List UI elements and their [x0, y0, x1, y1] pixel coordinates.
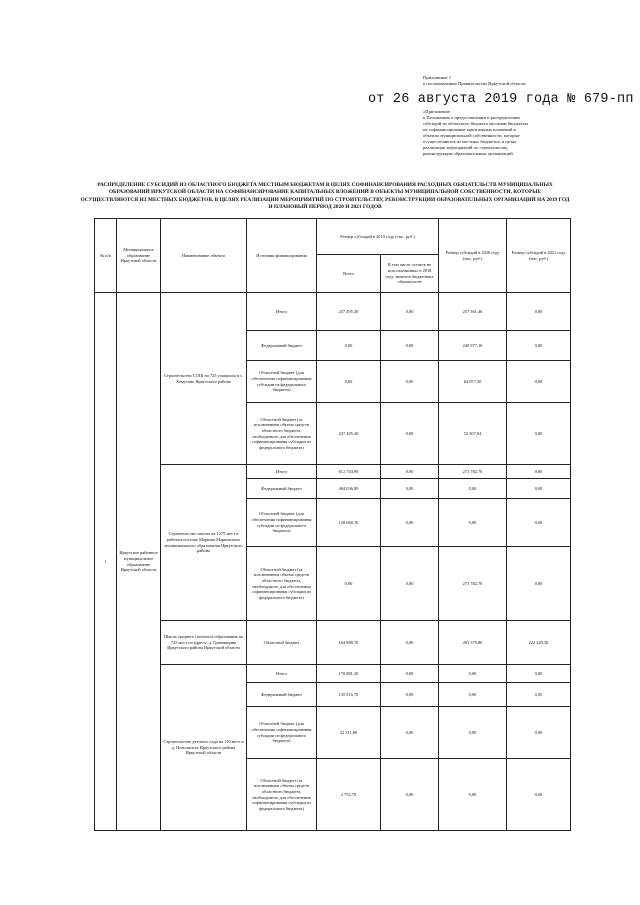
appendix-line: реализации мероприятий по строительству, — [423, 145, 509, 150]
y2020-cell: 265 579,80 — [439, 621, 507, 665]
source-cell: Областной бюджет (для обеспечения софинансирования субсидии из федерального бюджета) — [247, 361, 317, 403]
header-total: Всего — [317, 255, 381, 293]
y2020-cell: 0,00 — [439, 707, 507, 759]
y2021-cell: 0,00 — [507, 759, 571, 831]
total-cell: 237 495,30 — [317, 293, 381, 331]
source-cell: Областной бюджет (для обеспечения софинансирования субсидии из федерального бюджета) — [247, 707, 317, 759]
y2021-cell: 0,00 — [507, 293, 571, 331]
unused-cell: 0,00 — [381, 403, 439, 465]
unused-cell: 0,00 — [381, 479, 439, 499]
appendix-label: Приложение 1 — [423, 75, 452, 80]
y2020-cell: 0,00 — [439, 665, 507, 683]
y2020-cell: 273 782,70 — [439, 547, 507, 621]
source-cell: Областной бюджет (за исключением объема средств областного бюджета, необходимого для обеспечения софинансирования субсидии из федерального бюджета) — [247, 403, 317, 465]
object-name: Школа среднего (полного) образования на 725 мест по адресу: д. Грановщина Иркутского района Иркутской области — [161, 621, 247, 665]
header-municipality: Муниципальное образование Иркутской области — [117, 219, 161, 293]
unused-cell: 0,00 — [381, 759, 439, 831]
header-2020: Размер субсидий в 2020 году (тыс. руб.) — [439, 219, 507, 293]
y2020-cell: 64 057,30 — [439, 361, 507, 403]
unused-cell: 0,00 — [381, 465, 439, 479]
total-cell: 32 311,80 — [317, 707, 381, 759]
header-source: Источник финансирования — [247, 219, 317, 293]
y2021-cell: 0,00 — [507, 403, 571, 465]
unused-cell: 0,00 — [381, 665, 439, 683]
source-cell: Областной бюджет (для обеспечения софинансирования субсидии из федерального бюджета) — [247, 499, 317, 547]
y2020-cell: 0,00 — [439, 759, 507, 831]
table-row — [95, 465, 571, 479]
header-unused: В том числе остаток не использованных в 2018 году лимитов бюджетных обязательств — [381, 255, 439, 293]
y2021-cell: 0,00 — [507, 331, 571, 361]
source-cell: Областной бюджет — [247, 621, 317, 665]
appendix-ref: к постановлению Правительства Иркутской области — [423, 81, 526, 86]
y2020-cell: 257 361,46 — [439, 293, 507, 331]
y2021-cell: 0,00 — [507, 499, 571, 547]
y2020-cell: 273 782,70 — [439, 465, 507, 479]
appendix-line: осуществляются из местных бюджетов, в целях — [423, 139, 517, 144]
unused-cell: 0,00 — [381, 499, 439, 547]
unused-cell: 0,00 — [381, 293, 439, 331]
total-cell: 170 881,20 — [317, 665, 381, 683]
object-name: Строительство СОШ на 725 учащихся в с. Хомутово Иркутского района — [161, 293, 247, 465]
y2020-cell: 240 977,10 — [439, 331, 507, 361]
y2020-cell: 0,00 — [439, 683, 507, 707]
y2021-cell: 0,00 — [507, 465, 571, 479]
municipality-cell: Иркутское районное муниципальное образование Иркутской области — [117, 293, 161, 831]
total-cell: 612 704,90 — [317, 465, 381, 479]
y2021-cell: 0,00 — [507, 683, 571, 707]
total-cell: 135 816,70 — [317, 683, 381, 707]
source-cell: Итого — [247, 293, 317, 331]
total-cell: 484 036,80 — [317, 479, 381, 499]
source-cell: Федеральный бюджет — [247, 683, 317, 707]
total-cell: 237 495,30 — [317, 403, 381, 465]
object-name: Строительство детского сада на 110 мест в д. Новолисиха Иркутского района Иркутской области — [161, 665, 247, 831]
subsidy-table — [94, 218, 571, 831]
object-name: Строительство школы на 1275 мест в рабочем поселке Маркова Марковского муниципального образования Иркутского района — [161, 465, 247, 621]
unused-cell: 0,00 — [381, 707, 439, 759]
row-number: 1 — [95, 293, 117, 831]
total-cell: 0,00 — [317, 331, 381, 361]
total-cell: 2 752,70 — [317, 759, 381, 831]
total-cell: 0,00 — [317, 361, 381, 403]
appendix-line: реконструкции образовательных организаций — [423, 151, 513, 156]
y2021-cell: 222 220,30 — [507, 621, 571, 665]
y2020-cell: 52 307,04 — [439, 403, 507, 465]
y2021-cell: 0,00 — [507, 361, 571, 403]
unused-cell: 0,00 — [381, 621, 439, 665]
unused-cell: 0,00 — [381, 683, 439, 707]
y2021-cell: 0,00 — [507, 707, 571, 759]
header-2019: Размер субсидий в 2019 году (тыс. руб.) — [317, 219, 439, 255]
decree-date-stamp: от 26 августа 2019 года № 679-пп — [368, 92, 634, 107]
appendix-line: к Положению о предоставлении и распределении — [423, 115, 520, 120]
appendix-header — [423, 75, 613, 157]
unused-cell: 0,00 — [381, 547, 439, 621]
table-row — [95, 293, 571, 331]
header-num: № п/п — [95, 219, 117, 293]
total-cell: 128 668,10 — [317, 499, 381, 547]
y2021-cell: 0,00 — [507, 547, 571, 621]
unused-cell: 0,00 — [381, 331, 439, 361]
document-title: РАСПРЕДЕЛЕНИЕ СУБСИДИЙ ИЗ ОБЛАСТНОГО БЮДЖЕТА МЕСТНЫМ БЮДЖЕТАМ В ЦЕЛЯХ СОФИНАНСИРОВАНИЯ РАСХОДНЫХ ОБЯЗАТЕЛЬСТВ МУНИЦИПАЛЬНЫХ ОБРАЗОВАНИЙ ИРКУТСКОЙ ОБЛАСТИ НА СОФИНАНСИРОВАНИЕ КАПИТАЛЬНЫХ ВЛОЖЕНИЙ В ОБЪЕКТЫ МУНИЦИПАЛЬНОЙ СОБСТВЕННОСТИ, КОТОРЫЕ ОСУЩЕСТВЛЯЮТСЯ ИЗ МЕСТНЫХ БЮДЖЕТОВ, В ЦЕЛЯХ РЕАЛИЗАЦИИ МЕРОПРИЯТИЙ ПО СТРОИТЕЛЬСТВУ, РЕКОНСТРУКЦИИ ОБРАЗОВАТЕЛЬНЫХ ОРГАНИЗАЦИЙ НА 2019 ГОД И ПЛАНОВЫЙ ПЕРИОД 2020 И 2021 ГОДОВ — [80, 182, 570, 210]
table-row — [95, 665, 571, 683]
unused-cell: 0,00 — [381, 361, 439, 403]
source-cell: Областной бюджет (за исключением объема средств областного бюджета, необходимого для обеспечения софинансирования субсидии из федерального бюджета) — [247, 759, 317, 831]
y2021-cell: 0,00 — [507, 665, 571, 683]
total-cell: 0,00 — [317, 547, 381, 621]
appendix-line: субсидий из областного бюджета местным бюджетам — [423, 121, 528, 126]
header-object: Наименование объекта — [161, 219, 247, 293]
appendix-line: на софинансирование капитальных вложений в — [423, 127, 516, 132]
source-cell: Итого — [247, 465, 317, 479]
y2020-cell: 0,00 — [439, 499, 507, 547]
appendix-line: объекты муниципальной собственности, которые — [423, 133, 520, 138]
y2020-cell: 0,00 — [439, 479, 507, 499]
source-cell: Итого — [247, 665, 317, 683]
source-cell: Областной бюджет (за исключением объема средств областного бюджета, необходимого для обеспечения софинансирования субсидии из федерального бюджета) — [247, 547, 317, 621]
total-cell: 164 888,70 — [317, 621, 381, 665]
y2021-cell: 0,00 — [507, 479, 571, 499]
appendix-quote: «Приложение — [423, 109, 450, 114]
header-2021: Размер субсидий в 2021 году (тыс. руб.) — [507, 219, 571, 293]
source-cell: Федеральный бюджет — [247, 479, 317, 499]
source-cell: Федеральный бюджет — [247, 331, 317, 361]
table-row — [95, 621, 571, 665]
